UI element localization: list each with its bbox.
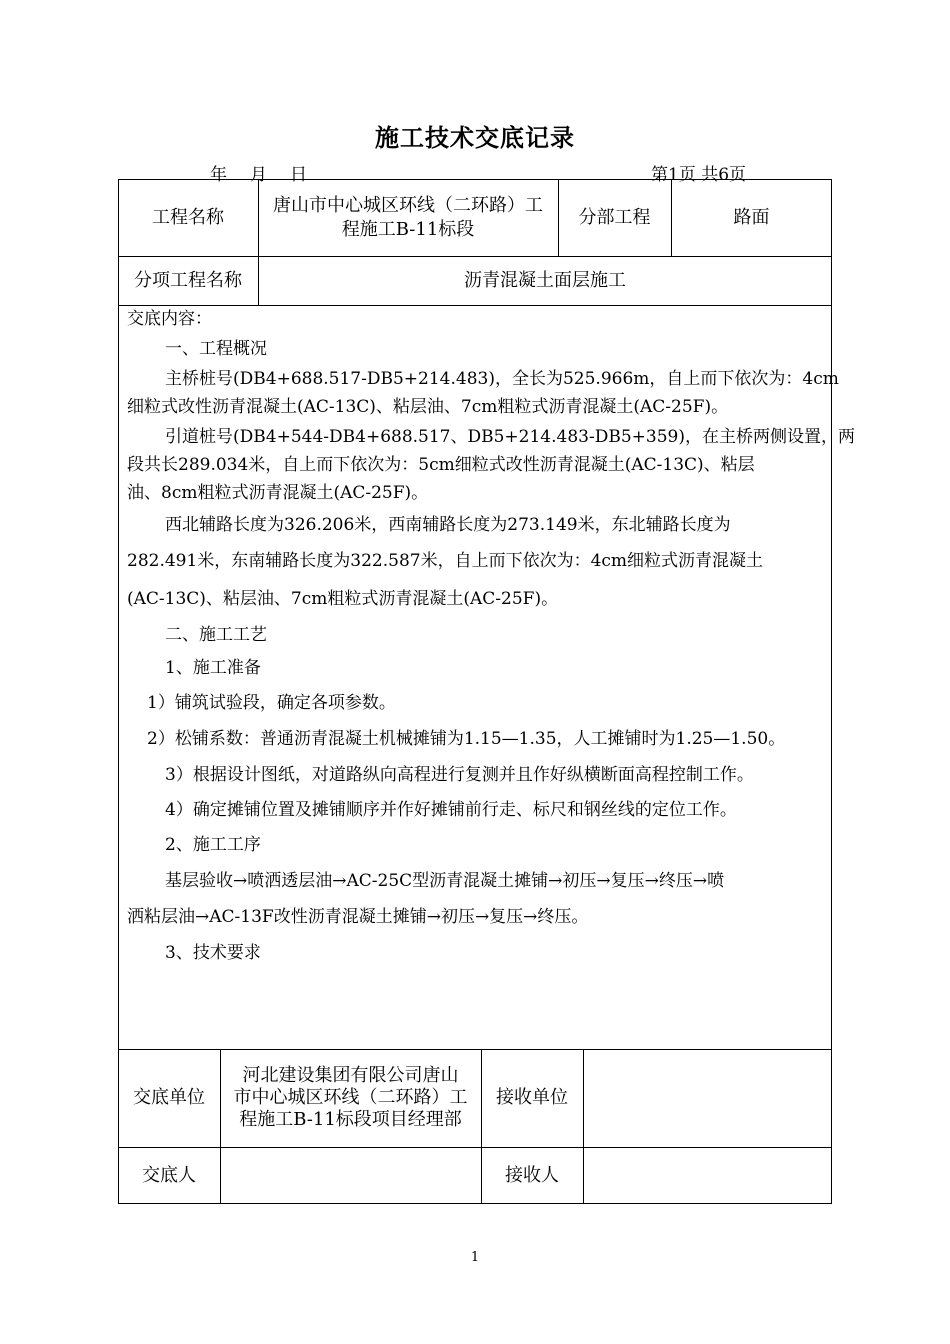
date-year: 年: [210, 165, 227, 185]
content-line: 2、施工工序: [165, 835, 261, 855]
project-name-line: 程施工B-11标段: [341, 218, 475, 240]
subitem-value: 沥青混凝土面层施工: [464, 269, 626, 291]
page-number: 1: [470, 1250, 480, 1265]
receiver-unit-value[interactable]: [583, 1049, 832, 1147]
giver-unit-label: 交底单位: [133, 1087, 205, 1108]
subitem-label: 分项工程名称: [134, 269, 242, 291]
row-divider: [118, 305, 832, 306]
content-line: 1）铺筑试验段，确定各项参数。: [147, 693, 396, 713]
content-line: 基层验收→喷洒透层油→AC-25C型沥青混凝土摊铺→初压→复压→终压→喷: [165, 871, 725, 891]
giver-person-label: 交底人: [142, 1164, 196, 1186]
giver-unit-line: 程施工B-11标段项目经理部: [239, 1109, 462, 1130]
date-day: 日: [290, 165, 307, 185]
content-line: (AC-13C)、粘层油、7cm粗粒式沥青混凝土(AC-25F)。: [127, 589, 559, 609]
division-value: 路面: [733, 206, 770, 228]
giver-unit-value: [220, 1049, 481, 1147]
content-line: 一、工程概况: [165, 339, 267, 359]
content-line: 油、8cm粗粒式沥青混凝土(AC-25F)。: [127, 483, 429, 503]
receiver-person-value[interactable]: [583, 1147, 832, 1204]
page-info: 第1页 共6页: [651, 165, 747, 185]
content-line: 1、施工准备: [165, 658, 261, 678]
document-title: 施工技术交底记录: [375, 123, 575, 152]
content-line: 二、施工工艺: [165, 625, 267, 645]
content-line: 洒粘层油→AC-13F改性沥青混凝土摊铺→初压→复压→终压。: [127, 907, 589, 927]
date-month: 月: [250, 165, 267, 185]
content-line: 282.491米，东南辅路长度为322.587米，自上而下依次为：4cm细粒式沥青混凝土: [127, 551, 764, 571]
division-label: 分部工程: [578, 206, 651, 228]
giver-unit-line: 河北建设集团有限公司唐山: [242, 1065, 459, 1086]
content-line: 3）根据设计图纸，对道路纵向高程进行复测并且作好纵横断面高程控制工作。: [165, 765, 754, 785]
content-line: 细粒式改性沥青混凝土(AC-13C)、粘层油、7cm粗粒式沥青混凝土(AC-25F)。: [127, 397, 729, 417]
content-line: 段共长289.034米，自上而下依次为：5cm细粒式改性沥青混凝土(AC-13C)、粘层: [127, 455, 755, 475]
content-line: 引道桩号(DB4+544-DB4+688.517、DB5+214.483-DB5+359)，在主桥两侧设置，两: [165, 427, 855, 447]
receiver-unit-label: 接收单位: [496, 1087, 568, 1108]
project-name-label: 工程名称: [152, 206, 224, 228]
content-line: 2）松铺系数：普通沥青混凝土机械摊铺为1.15—1.35，人工摊铺时为1.25—1.50。: [147, 729, 786, 749]
content-line: 主桥桩号(DB4+688.517-DB5+214.483)，全长为525.966m，自上而下依次为：4cm: [165, 369, 839, 389]
content-line: 交底内容：: [127, 309, 212, 329]
giver-person-value[interactable]: [220, 1147, 481, 1204]
content-line: 4）确定摊铺位置及摊铺顺序并作好摊铺前行走、标尺和钢丝线的定位工作。: [165, 800, 737, 820]
content-line: 西北辅路长度为326.206米，西南辅路长度为273.149米，东北辅路长度为: [165, 515, 731, 535]
receiver-person-label: 接收人: [505, 1164, 559, 1186]
project-name-value: [258, 179, 558, 256]
giver-unit-line: 市中心城区环线（二环路）工: [233, 1087, 468, 1108]
content-line: 3、技术要求: [165, 943, 261, 963]
project-name-line: 唐山市中心城区环线（二环路）工: [273, 194, 543, 216]
